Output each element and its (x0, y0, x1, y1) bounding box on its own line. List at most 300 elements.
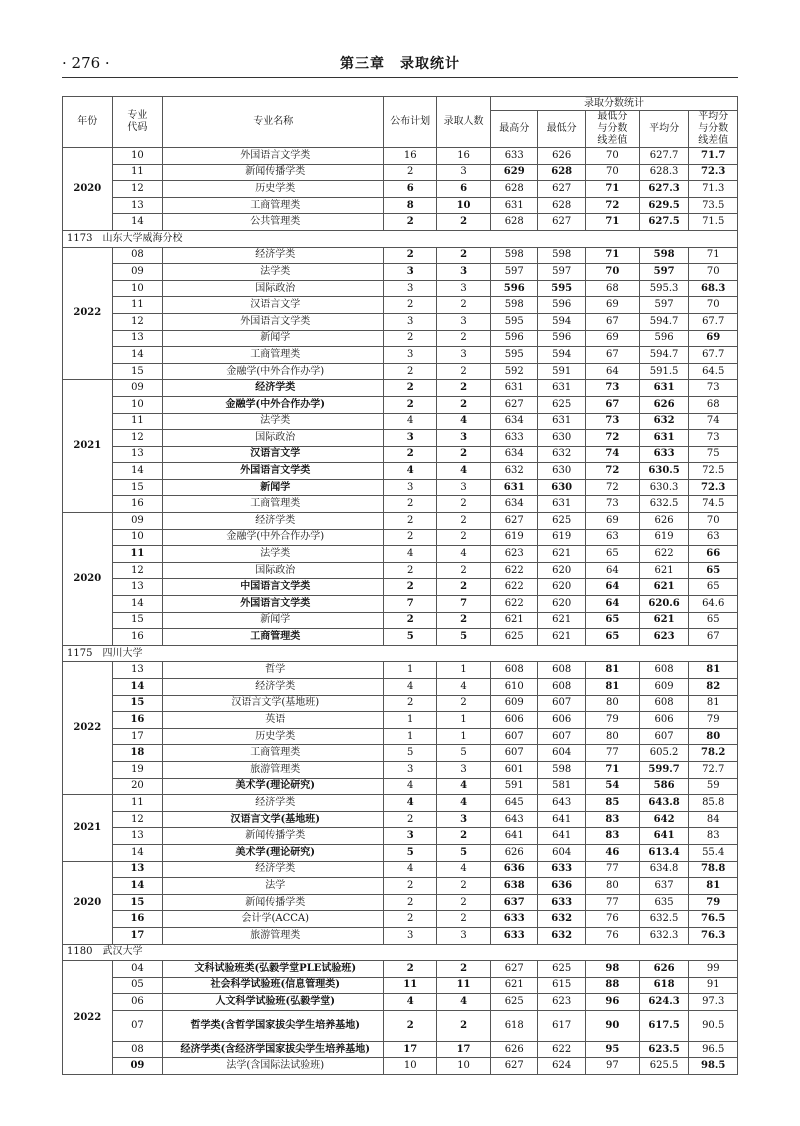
code-cell: 10 (112, 148, 163, 165)
code-cell: 06 (112, 994, 163, 1011)
avg-diff-cell: 81 (689, 878, 738, 895)
avg-diff-cell: 72.5 (689, 463, 738, 480)
school-row (63, 944, 738, 961)
table-row (63, 562, 738, 579)
admitted-cell: 4 (437, 413, 491, 430)
school-name: 1175 四川大学 (63, 645, 738, 662)
header-avg: 平均分 (639, 111, 689, 148)
school-row (63, 645, 738, 662)
max-cell: 625 (491, 994, 538, 1011)
name-cell: 工商管理类 (163, 496, 384, 513)
min-diff-cell: 69 (585, 513, 639, 530)
table-row (63, 380, 738, 397)
table-row (63, 894, 738, 911)
min-diff-cell: 72 (585, 479, 639, 496)
admitted-cell: 4 (437, 546, 491, 563)
min-diff-cell: 68 (585, 280, 639, 297)
plan-cell: 7 (384, 596, 437, 613)
min-diff-cell: 80 (585, 878, 639, 895)
min-diff-cell: 73 (585, 380, 639, 397)
plan-cell: 2 (384, 579, 437, 596)
table-row (63, 662, 738, 679)
min-cell: 596 (538, 330, 585, 347)
avg-diff-cell: 71.7 (689, 148, 738, 165)
table-row (63, 844, 738, 861)
header-major-name: 专业名称 (163, 97, 384, 148)
min-cell: 625 (538, 513, 585, 530)
min-cell: 630 (538, 463, 585, 480)
admitted-cell: 4 (437, 861, 491, 878)
table-row (63, 430, 738, 447)
avg-diff-cell: 65 (689, 612, 738, 629)
avg-cell: 596 (639, 330, 689, 347)
plan-cell: 2 (384, 695, 437, 712)
min-diff-cell: 70 (585, 264, 639, 281)
name-cell: 外国语言文学类 (163, 596, 384, 613)
plan-cell: 2 (384, 363, 437, 380)
name-cell: 经济学类 (163, 380, 384, 397)
avg-cell: 621 (639, 562, 689, 579)
avg-diff-cell: 85.8 (689, 795, 738, 812)
avg-diff-cell: 79 (689, 894, 738, 911)
plan-cell: 6 (384, 181, 437, 198)
code-cell: 13 (112, 579, 163, 596)
max-cell: 625 (491, 629, 538, 646)
avg-diff-cell: 68 (689, 396, 738, 413)
max-cell: 622 (491, 596, 538, 613)
min-cell: 622 (538, 1041, 585, 1058)
table-row (63, 313, 738, 330)
avg-cell: 627.5 (639, 214, 689, 231)
min-cell: 621 (538, 612, 585, 629)
table-row (63, 247, 738, 264)
avg-cell: 622 (639, 546, 689, 563)
admitted-cell: 3 (437, 164, 491, 181)
page-header (62, 50, 738, 76)
code-cell: 17 (112, 927, 163, 944)
plan-cell: 2 (384, 811, 437, 828)
min-diff-cell: 90 (585, 1010, 639, 1041)
name-cell: 旅游管理类 (163, 927, 384, 944)
min-diff-cell: 95 (585, 1041, 639, 1058)
avg-cell: 606 (639, 712, 689, 729)
admitted-cell: 2 (437, 247, 491, 264)
min-cell: 620 (538, 596, 585, 613)
code-cell: 13 (112, 861, 163, 878)
min-cell: 625 (538, 396, 585, 413)
admitted-cell: 2 (437, 297, 491, 314)
plan-cell: 2 (384, 878, 437, 895)
max-cell: 592 (491, 363, 538, 380)
min-diff-cell: 63 (585, 529, 639, 546)
plan-cell: 2 (384, 612, 437, 629)
code-cell: 14 (112, 463, 163, 480)
plan-cell: 1 (384, 712, 437, 729)
name-cell: 金融学(中外合作办学) (163, 529, 384, 546)
min-cell: 621 (538, 546, 585, 563)
plan-cell: 3 (384, 927, 437, 944)
name-cell: 哲学 (163, 662, 384, 679)
max-cell: 633 (491, 911, 538, 928)
avg-cell: 597 (639, 297, 689, 314)
admitted-cell: 3 (437, 761, 491, 778)
avg-diff-cell: 83 (689, 828, 738, 845)
admitted-cell: 2 (437, 396, 491, 413)
code-cell: 13 (112, 446, 163, 463)
min-diff-cell: 85 (585, 795, 639, 812)
plan-cell: 2 (384, 446, 437, 463)
table-row (63, 977, 738, 994)
name-cell: 美术学(理论研究) (163, 844, 384, 861)
name-cell: 历史学类 (163, 181, 384, 198)
max-cell: 621 (491, 612, 538, 629)
max-cell: 622 (491, 579, 538, 596)
avg-diff-cell: 78.8 (689, 861, 738, 878)
avg-cell: 627.3 (639, 181, 689, 198)
table-row (63, 861, 738, 878)
max-cell: 597 (491, 264, 538, 281)
min-diff-cell: 67 (585, 396, 639, 413)
name-cell: 汉语言文学 (163, 297, 384, 314)
min-cell: 633 (538, 894, 585, 911)
name-cell: 哲学类(含哲学国家拔尖学生培养基地) (163, 1010, 384, 1041)
plan-cell: 1 (384, 662, 437, 679)
name-cell: 历史学类 (163, 728, 384, 745)
table-row (63, 911, 738, 928)
plan-cell: 4 (384, 795, 437, 812)
min-diff-cell: 97 (585, 1058, 639, 1075)
min-diff-cell: 77 (585, 745, 639, 762)
code-cell: 15 (112, 894, 163, 911)
code-cell: 05 (112, 977, 163, 994)
min-diff-cell: 64 (585, 562, 639, 579)
admitted-cell: 7 (437, 596, 491, 613)
table-row (63, 280, 738, 297)
avg-cell: 594.7 (639, 347, 689, 364)
admitted-cell: 3 (437, 347, 491, 364)
plan-cell: 3 (384, 828, 437, 845)
table-row (63, 363, 738, 380)
name-cell: 法学(含国际法试验班) (163, 1058, 384, 1075)
name-cell: 经济学类 (163, 679, 384, 696)
code-cell: 16 (112, 629, 163, 646)
admitted-cell: 17 (437, 1041, 491, 1058)
plan-cell: 4 (384, 546, 437, 563)
name-cell: 法学类 (163, 264, 384, 281)
table-row (63, 828, 738, 845)
min-diff-cell: 64 (585, 596, 639, 613)
code-cell: 14 (112, 878, 163, 895)
min-cell: 631 (538, 496, 585, 513)
min-cell: 595 (538, 280, 585, 297)
admitted-cell: 2 (437, 911, 491, 928)
avg-cell: 591.5 (639, 363, 689, 380)
max-cell: 627 (491, 961, 538, 978)
name-cell: 工商管理类 (163, 745, 384, 762)
header-admitted: 录取人数 (437, 97, 491, 148)
admitted-cell: 4 (437, 463, 491, 480)
plan-cell: 3 (384, 280, 437, 297)
min-diff-cell: 79 (585, 712, 639, 729)
min-cell: 621 (538, 629, 585, 646)
avg-diff-cell: 63 (689, 529, 738, 546)
code-cell: 12 (112, 430, 163, 447)
min-diff-cell: 54 (585, 778, 639, 795)
code-cell: 18 (112, 745, 163, 762)
admitted-cell: 3 (437, 811, 491, 828)
code-cell: 15 (112, 363, 163, 380)
admitted-cell: 2 (437, 828, 491, 845)
min-cell: 604 (538, 745, 585, 762)
min-diff-cell: 69 (585, 330, 639, 347)
min-diff-cell: 98 (585, 961, 639, 978)
code-cell: 08 (112, 1041, 163, 1058)
min-cell: 632 (538, 911, 585, 928)
code-cell: 07 (112, 1010, 163, 1041)
min-cell: 594 (538, 313, 585, 330)
avg-diff-cell: 91 (689, 977, 738, 994)
max-cell: 627 (491, 396, 538, 413)
max-cell: 627 (491, 513, 538, 530)
min-diff-cell: 76 (585, 927, 639, 944)
table-row (63, 994, 738, 1011)
code-cell: 12 (112, 313, 163, 330)
table-row (63, 496, 738, 513)
admitted-cell: 2 (437, 446, 491, 463)
table-row (63, 164, 738, 181)
name-cell: 文科试验班类(弘毅学堂PLE试验班) (163, 961, 384, 978)
avg-cell: 643.8 (639, 795, 689, 812)
header-min-diff-text: 最低分 与分数 线差值 (597, 111, 628, 146)
code-cell: 09 (112, 513, 163, 530)
min-cell: 632 (538, 446, 585, 463)
avg-diff-cell: 67.7 (689, 347, 738, 364)
name-cell: 新闻传播学类 (163, 164, 384, 181)
table-row (63, 1010, 738, 1041)
min-diff-cell: 76 (585, 911, 639, 928)
admitted-cell: 3 (437, 264, 491, 281)
avg-cell: 635 (639, 894, 689, 911)
max-cell: 633 (491, 430, 538, 447)
avg-cell: 594.7 (639, 313, 689, 330)
table-row (63, 579, 738, 596)
table-row (63, 214, 738, 231)
min-cell: 597 (538, 264, 585, 281)
admitted-cell: 10 (437, 197, 491, 214)
avg-cell: 598 (639, 247, 689, 264)
plan-cell: 2 (384, 330, 437, 347)
code-cell: 14 (112, 596, 163, 613)
admitted-cell: 2 (437, 961, 491, 978)
table-row (63, 513, 738, 530)
min-diff-cell: 65 (585, 546, 639, 563)
max-cell: 607 (491, 728, 538, 745)
avg-diff-cell: 99 (689, 961, 738, 978)
plan-cell: 3 (384, 347, 437, 364)
admitted-cell: 3 (437, 313, 491, 330)
min-cell: 627 (538, 181, 585, 198)
avg-diff-cell: 71.3 (689, 181, 738, 198)
plan-cell: 3 (384, 761, 437, 778)
max-cell: 591 (491, 778, 538, 795)
school-row (63, 230, 738, 247)
avg-diff-cell: 70 (689, 297, 738, 314)
avg-diff-cell: 67 (689, 629, 738, 646)
avg-diff-cell: 84 (689, 811, 738, 828)
table-row (63, 927, 738, 944)
code-cell: 14 (112, 679, 163, 696)
admitted-cell: 2 (437, 612, 491, 629)
avg-cell: 629.5 (639, 197, 689, 214)
min-cell: 604 (538, 844, 585, 861)
max-cell: 628 (491, 181, 538, 198)
table-row (63, 446, 738, 463)
min-cell: 591 (538, 363, 585, 380)
year-cell: 2022 (63, 247, 113, 380)
min-cell: 643 (538, 795, 585, 812)
plan-cell: 4 (384, 463, 437, 480)
code-cell: 10 (112, 280, 163, 297)
avg-cell: 613.4 (639, 844, 689, 861)
admitted-cell: 2 (437, 878, 491, 895)
admitted-cell: 2 (437, 562, 491, 579)
name-cell: 汉语言文学 (163, 446, 384, 463)
max-cell: 609 (491, 695, 538, 712)
code-cell: 15 (112, 612, 163, 629)
table-row (63, 878, 738, 895)
code-cell: 13 (112, 662, 163, 679)
min-diff-cell: 65 (585, 629, 639, 646)
avg-cell: 632.5 (639, 496, 689, 513)
code-cell: 12 (112, 181, 163, 198)
avg-diff-cell: 81 (689, 695, 738, 712)
avg-diff-cell: 72.7 (689, 761, 738, 778)
code-cell: 14 (112, 347, 163, 364)
min-diff-cell: 46 (585, 844, 639, 861)
admitted-cell: 5 (437, 844, 491, 861)
min-diff-cell: 83 (585, 811, 639, 828)
name-cell: 经济学类(含经济学国家拔尖学生培养基地) (163, 1041, 384, 1058)
name-cell: 外国语言文学类 (163, 148, 384, 165)
max-cell: 631 (491, 479, 538, 496)
admitted-cell: 2 (437, 214, 491, 231)
name-cell: 国际政治 (163, 430, 384, 447)
max-cell: 633 (491, 148, 538, 165)
avg-diff-cell: 76.5 (689, 911, 738, 928)
avg-diff-cell: 80 (689, 728, 738, 745)
name-cell: 中国语言文学类 (163, 579, 384, 596)
admitted-cell: 2 (437, 513, 491, 530)
min-diff-cell: 77 (585, 894, 639, 911)
min-diff-cell: 80 (585, 728, 639, 745)
min-diff-cell: 71 (585, 761, 639, 778)
avg-cell: 634.8 (639, 861, 689, 878)
min-diff-cell: 80 (585, 695, 639, 712)
max-cell: 610 (491, 679, 538, 696)
plan-cell: 17 (384, 1041, 437, 1058)
max-cell: 641 (491, 828, 538, 845)
avg-cell: 586 (639, 778, 689, 795)
plan-cell: 8 (384, 197, 437, 214)
code-cell: 10 (112, 396, 163, 413)
max-cell: 634 (491, 413, 538, 430)
max-cell: 623 (491, 546, 538, 563)
admission-stats-table (62, 96, 738, 1075)
plan-cell: 11 (384, 977, 437, 994)
admitted-cell: 1 (437, 728, 491, 745)
header-max: 最高分 (491, 111, 538, 148)
min-cell: 607 (538, 695, 585, 712)
name-cell: 工商管理类 (163, 197, 384, 214)
plan-cell: 3 (384, 430, 437, 447)
admitted-cell: 2 (437, 579, 491, 596)
plan-cell: 3 (384, 479, 437, 496)
name-cell: 汉语言文学(基地班) (163, 811, 384, 828)
min-cell: 617 (538, 1010, 585, 1041)
year-cell: 2021 (63, 380, 113, 513)
code-cell: 13 (112, 330, 163, 347)
name-cell: 会计学(ACCA) (163, 911, 384, 928)
code-cell: 09 (112, 264, 163, 281)
min-diff-cell: 77 (585, 861, 639, 878)
avg-diff-cell: 82 (689, 679, 738, 696)
max-cell: 627 (491, 1058, 538, 1075)
plan-cell: 10 (384, 1058, 437, 1075)
max-cell: 638 (491, 878, 538, 895)
avg-cell: 623 (639, 629, 689, 646)
min-cell: 606 (538, 712, 585, 729)
plan-cell: 2 (384, 380, 437, 397)
plan-cell: 3 (384, 313, 437, 330)
min-cell: 636 (538, 878, 585, 895)
year-cell: 2022 (63, 662, 113, 795)
min-diff-cell: 74 (585, 446, 639, 463)
plan-cell: 2 (384, 1010, 437, 1041)
avg-cell: 626 (639, 396, 689, 413)
avg-diff-cell: 69 (689, 330, 738, 347)
min-cell: 624 (538, 1058, 585, 1075)
table-row (63, 413, 738, 430)
name-cell: 经济学类 (163, 795, 384, 812)
code-cell: 19 (112, 761, 163, 778)
admitted-cell: 4 (437, 795, 491, 812)
name-cell: 法学类 (163, 413, 384, 430)
admitted-cell: 6 (437, 181, 491, 198)
header-avg-diff (689, 111, 738, 148)
admitted-cell: 4 (437, 994, 491, 1011)
plan-cell: 16 (384, 148, 437, 165)
header-min: 最低分 (538, 111, 585, 148)
max-cell: 634 (491, 496, 538, 513)
admitted-cell: 2 (437, 363, 491, 380)
avg-cell: 595.3 (639, 280, 689, 297)
code-cell: 11 (112, 413, 163, 430)
table-row (63, 479, 738, 496)
admitted-cell: 1 (437, 712, 491, 729)
name-cell: 金融学(中外合作办学) (163, 396, 384, 413)
min-cell: 641 (538, 811, 585, 828)
avg-diff-cell: 72.3 (689, 164, 738, 181)
avg-cell: 608 (639, 695, 689, 712)
plan-cell: 2 (384, 396, 437, 413)
admitted-cell: 3 (437, 430, 491, 447)
admitted-cell: 4 (437, 778, 491, 795)
admitted-cell: 2 (437, 330, 491, 347)
avg-diff-cell: 90.5 (689, 1010, 738, 1041)
school-name: 1180 武汉大学 (63, 944, 738, 961)
max-cell: 626 (491, 1041, 538, 1058)
plan-cell: 5 (384, 844, 437, 861)
